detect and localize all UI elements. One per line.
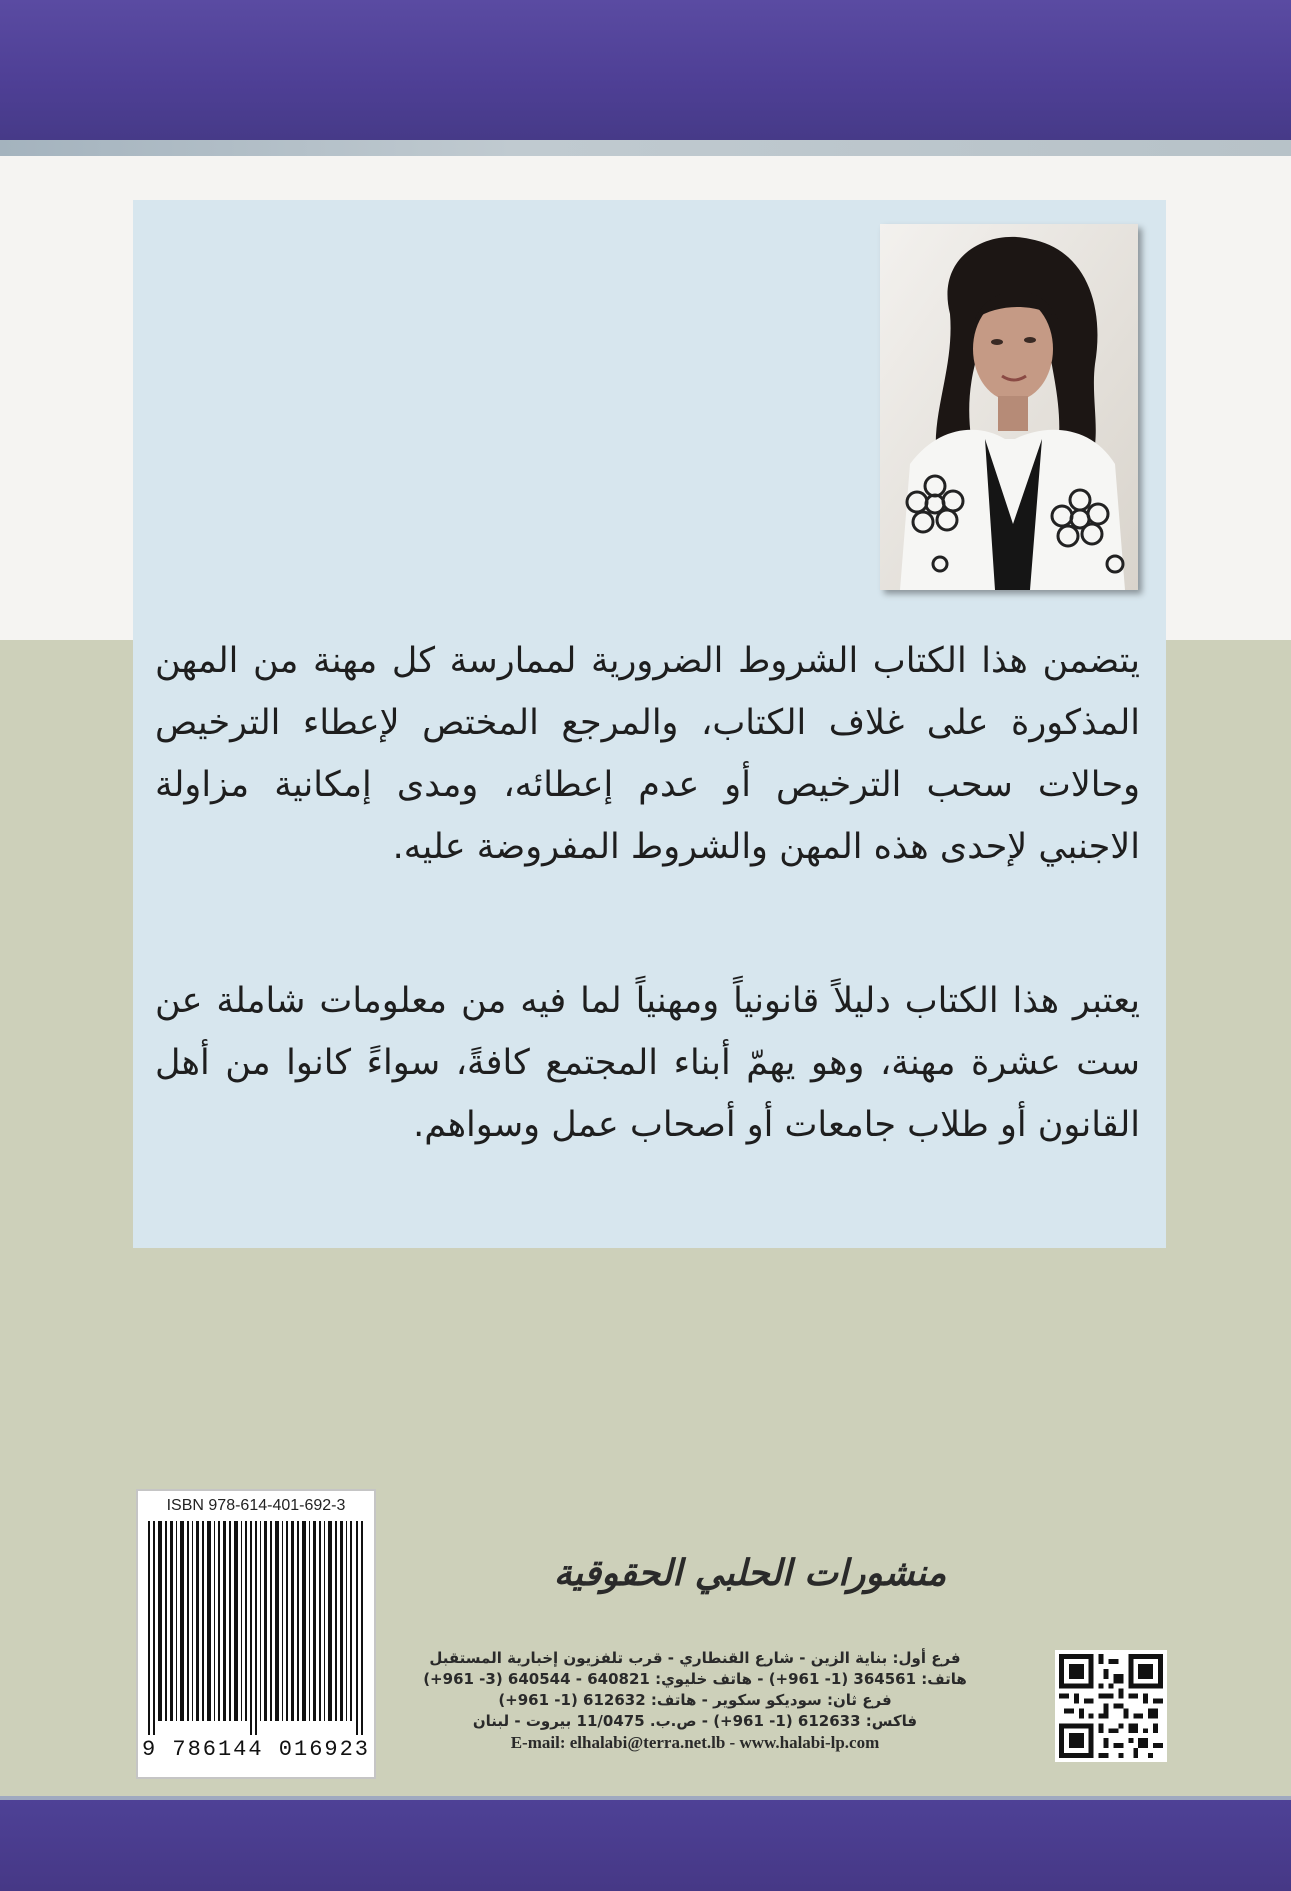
top-color-band (0, 0, 1291, 140)
qr-code (1055, 1650, 1167, 1762)
description-paragraph-2: يعتبر هذا الكتاب دليلاً قانونياً ومهنياً لما فيه من معلومات شاملة عن ست عشرة مهنة، وهو يهمّ أبناء المجتمع كافةً، سواءً كانوا من أهل القانون أو طلاب جامعات أو أصحاب عمل وسواهم. (155, 981, 1140, 1145)
description-paragraph-1: يتضمن هذا الكتاب الشروط الضرورية لممارسة كل مهنة من المهن المذكورة على غلاف الكتاب، والمرجع المختص لإعطاء الترخيص وحالات سحب الترخيص أو عدم إعطائه، ومدى إمكانية مزاولة الاجنبي لإحدى هذه المهن والشروط المفروضة عليه. (155, 641, 1140, 867)
isbn-label: ISBN 978-614-401-692-3 (166, 1497, 346, 1514)
publisher-phones-1: هاتف: 364561 (1- 961+) - هاتف خليوي: 640821 - 640544 (3- 961+) (423, 1670, 967, 1688)
barcode-digits: 9 786144 016923 (141, 1737, 371, 1762)
publisher-address-1: فرع أول: بناية الزين - شارع القنطاري - قرب تلفزيون إخبارية المستقبل (429, 1649, 961, 1667)
publisher-contact-info (380, 1648, 1010, 1753)
barcode-icon (146, 1521, 368, 1735)
top-band-divider (0, 140, 1291, 156)
publisher-fax: فاكس: 612633 (1- 961+) - ص.ب. 11/0475 بيروت - لبنان (472, 1712, 918, 1730)
author-portrait-icon (880, 224, 1138, 590)
qr-code-icon (1059, 1654, 1163, 1758)
publisher-logo: منشورات الحلبي الحقوقية (553, 1552, 947, 1594)
isbn-barcode (136, 1489, 376, 1779)
publisher-address-2: فرع ثان: سوديكو سكوير - هاتف: 612632 (1- 961+) (498, 1691, 892, 1709)
publisher-email-website: E-mail: elhalabi@terra.net.lb - www.halabi-lp.com (510, 1733, 880, 1752)
bottom-color-band (0, 1800, 1291, 1891)
author-photo (880, 224, 1138, 590)
